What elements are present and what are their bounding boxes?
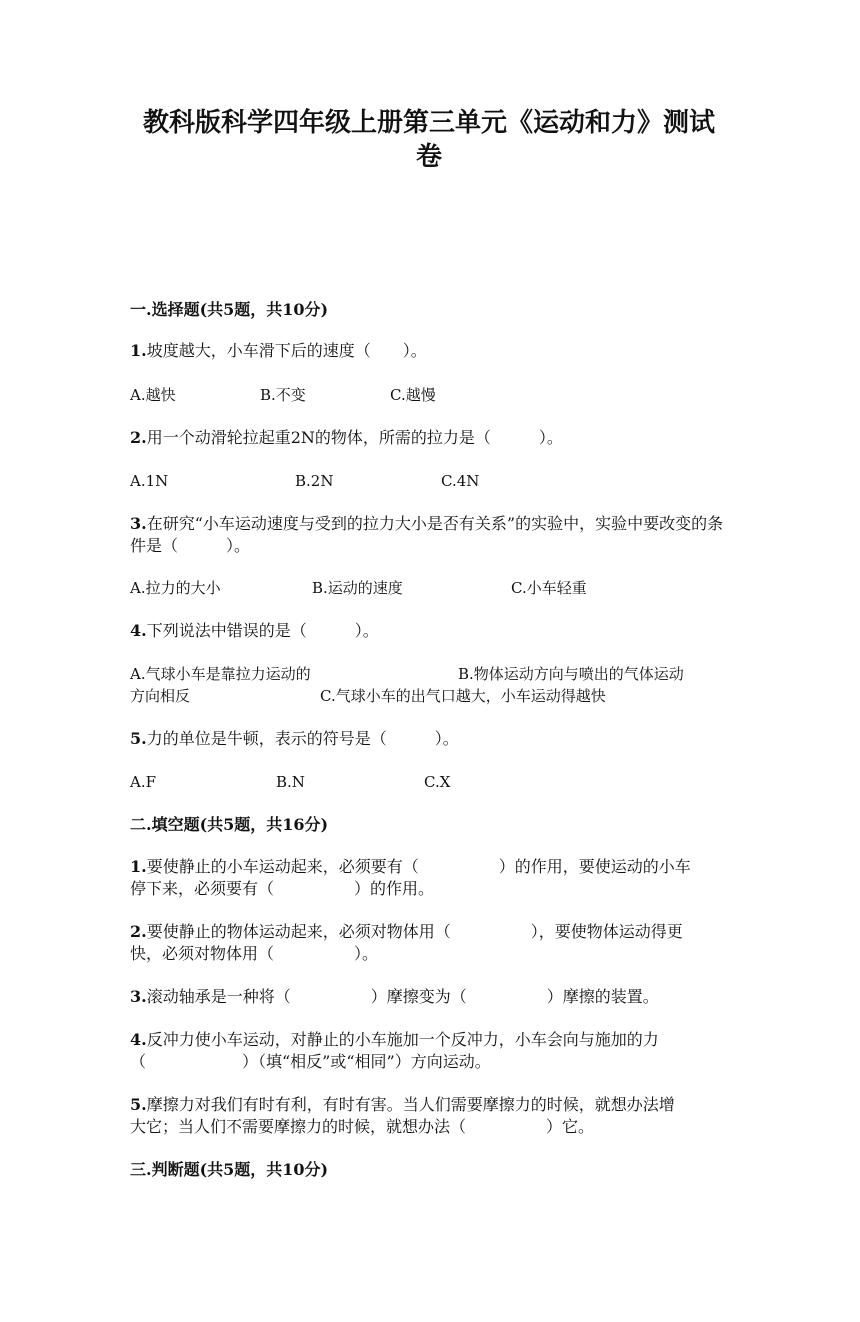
question-number: 1. bbox=[130, 857, 147, 876]
option-b: B.运动的速度 bbox=[312, 579, 403, 597]
question-text: 下列说法中错误的是（ ）。 bbox=[146, 621, 379, 640]
question-text: 力的单位是牛顿，表示的符号是（ ）。 bbox=[146, 729, 459, 748]
question-2-4 bbox=[130, 1029, 728, 1073]
question-line-1: 要使静止的小车运动起来，必须要有（ ）的作用，要使运动的小车 bbox=[146, 857, 691, 876]
question-text: 用一个动滑轮拉起重2N的物体，所需的拉力是（ ）。 bbox=[146, 428, 563, 447]
question-2-1 bbox=[130, 856, 728, 900]
option-b: B.不变 bbox=[260, 386, 306, 404]
option-c: C.越慢 bbox=[390, 386, 436, 404]
section-heading-choice: 一.选择题(共5题，共10分) bbox=[130, 300, 329, 319]
question-2-5 bbox=[130, 1094, 728, 1138]
question-line-1: 反冲力使小车运动，对静止的小车施加一个反冲力，小车会向与施加的力 bbox=[146, 1030, 659, 1049]
question-line-1: 摩擦力对我们有时有利，有时有害。当人们需要摩擦力的时候，就想办法增 bbox=[146, 1095, 675, 1114]
question-number: 5. bbox=[130, 729, 147, 748]
question-number: 5. bbox=[130, 1095, 147, 1114]
question-2-3 bbox=[130, 986, 728, 1008]
document-title bbox=[130, 106, 728, 174]
question-text: 坡度越大，小车滑下后的速度（ ）。 bbox=[146, 341, 427, 360]
option-a: A.越快 bbox=[130, 386, 176, 404]
option-c: C.气球小车的出气口越大，小车运动得越快 bbox=[320, 687, 606, 705]
question-1-4 bbox=[130, 620, 728, 642]
option-c: C.4N bbox=[441, 472, 480, 490]
options-1-5 bbox=[130, 771, 728, 793]
question-1-2 bbox=[130, 427, 728, 449]
question-text: 在研究“小车运动速度与受到的拉力大小是否有关系”的实验中，实验中要改变的条件是（ ）。 bbox=[130, 514, 724, 555]
question-1-3 bbox=[130, 513, 728, 557]
question-line-2: 快，必须对物体用（ ）。 bbox=[130, 944, 379, 963]
question-line-2: （ ）（填“相反”或“相同”）方向运动。 bbox=[130, 1052, 491, 1071]
question-number: 4. bbox=[130, 621, 147, 640]
options-1-4 bbox=[130, 663, 728, 707]
options-1-3 bbox=[130, 577, 728, 599]
question-number: 3. bbox=[130, 514, 147, 533]
option-b: B.物体运动方向与喷出的气体运动 bbox=[458, 665, 684, 683]
question-number: 1. bbox=[130, 341, 147, 360]
option-c: C.小车轻重 bbox=[511, 579, 587, 597]
section-heading-fill: 二.填空题(共5题，共16分) bbox=[130, 815, 329, 834]
option-a: A.拉力的大小 bbox=[130, 579, 221, 597]
question-line-2: 停下来，必须要有（ ）的作用。 bbox=[130, 879, 435, 898]
question-2-2 bbox=[130, 921, 728, 965]
question-line-1: 要使静止的物体运动起来，必须对物体用（ ），要使物体运动得更 bbox=[146, 922, 683, 941]
question-number: 4. bbox=[130, 1030, 147, 1049]
option-b: B.2N bbox=[295, 472, 334, 490]
section-heading-judge: 三.判断题(共5题，共10分) bbox=[130, 1160, 329, 1179]
title-line-2: 卷 bbox=[415, 142, 442, 172]
option-a: A.F bbox=[130, 773, 157, 791]
exam-page bbox=[0, 106, 860, 1322]
options-1-1 bbox=[130, 384, 728, 406]
title-line-1: 教科版科学四年级上册第三单元《运动和力》测试 bbox=[142, 108, 715, 138]
question-number: 2. bbox=[130, 428, 147, 447]
question-1-1 bbox=[130, 340, 728, 362]
option-a: A.1N bbox=[130, 472, 169, 490]
option-c: C.X bbox=[424, 773, 451, 791]
option-b: B.N bbox=[276, 773, 305, 791]
question-number: 2. bbox=[130, 922, 147, 941]
question-line-1: 滚动轴承是一种将（ ）摩擦变为（ ）摩擦的装置。 bbox=[146, 987, 659, 1006]
option-a: A.气球小车是靠拉力运动的 bbox=[130, 665, 311, 683]
question-1-5 bbox=[130, 728, 728, 750]
question-number: 3. bbox=[130, 987, 147, 1006]
question-line-2: 大它；当人们不需要摩擦力的时候，就想办法（ ）它。 bbox=[130, 1117, 595, 1136]
options-1-2 bbox=[130, 470, 728, 492]
option-b-continued: 方向相反 bbox=[130, 687, 191, 705]
